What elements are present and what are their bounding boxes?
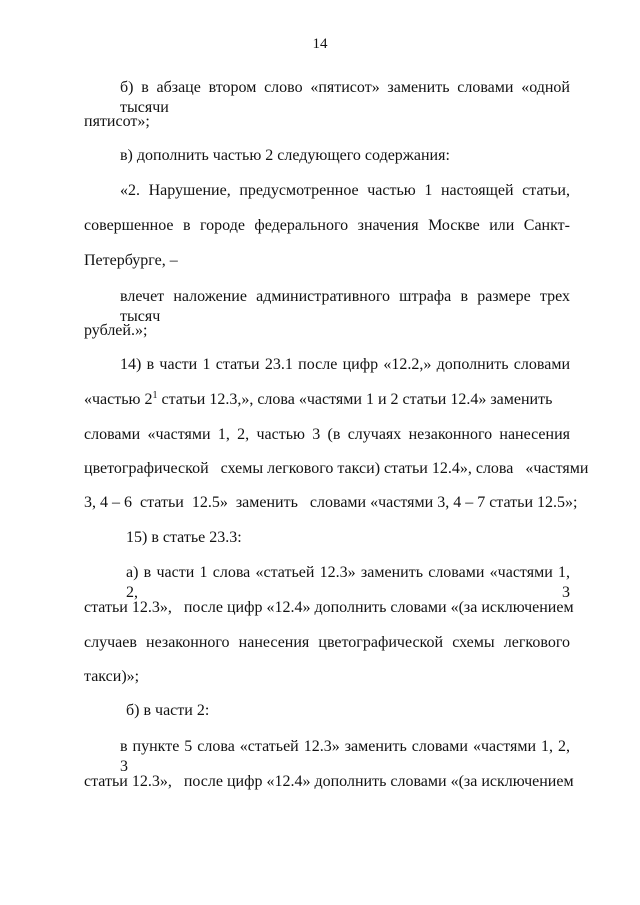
text-line: пятисот»; bbox=[84, 113, 150, 130]
text-line bbox=[84, 390, 570, 410]
text-line: «2. Нарушение, предусмотренное частью 1 настоящей статьи, bbox=[120, 182, 570, 199]
text-line: случаев незаконного нанесения цветографической схемы легкового bbox=[84, 634, 570, 651]
text-line: 15) в статье 23.3: bbox=[126, 529, 242, 546]
text-line: рублей.»; bbox=[84, 322, 148, 339]
text-line: в пункте 5 слова «статьей 12.3» заменить словами «частями 1, 2, 3 bbox=[120, 738, 570, 775]
text-line: статьи 12.3», после цифр «12.4» дополнить словами «(за исключением bbox=[84, 773, 574, 790]
text-line: в) дополнить частью 2 следующего содержания: bbox=[120, 147, 450, 164]
text-line: такси)»; bbox=[84, 668, 140, 685]
page-number: 14 bbox=[312, 36, 328, 52]
text-line: а) в части 1 слова «статьей 12.3» заменить словами «частями 1, 2, 3 bbox=[126, 564, 570, 601]
text-line: влечет наложение административного штрафа в размере трех тысяч bbox=[120, 288, 570, 325]
text-fragment: «частью 2 bbox=[84, 391, 153, 408]
text-line: 14) в части 1 статьи 23.1 после цифр «12.2,» дополнить словами bbox=[120, 356, 570, 373]
text-line: 3, 4 – 6 статьи 12.5» заменить словами «частями 3, 4 – 7 статьи 12.5»; bbox=[84, 494, 578, 511]
text-line: статьи 12.3», после цифр «12.4» дополнить словами «(за исключением bbox=[84, 599, 574, 616]
text-line: цветографической схемы легкового такси) статьи 12.4», слова «частями bbox=[84, 460, 589, 477]
text-fragment: статьи 12.3,», слова «частями 1 и 2 статьи 12.4» заменить bbox=[157, 391, 553, 408]
text-line: Петербурге, – bbox=[84, 252, 178, 269]
text-line: б) в части 2: bbox=[126, 702, 210, 719]
text-line: б) в абзаце втором слово «пятисот» заменить словами «одной тысячи bbox=[120, 79, 570, 116]
text-line: совершенное в городе федерального значения Москве или Санкт- bbox=[84, 217, 570, 234]
superscript: 1 bbox=[152, 390, 158, 401]
text-line: словами «частями 1, 2, частью 3 (в случаях незаконного нанесения bbox=[84, 426, 570, 443]
